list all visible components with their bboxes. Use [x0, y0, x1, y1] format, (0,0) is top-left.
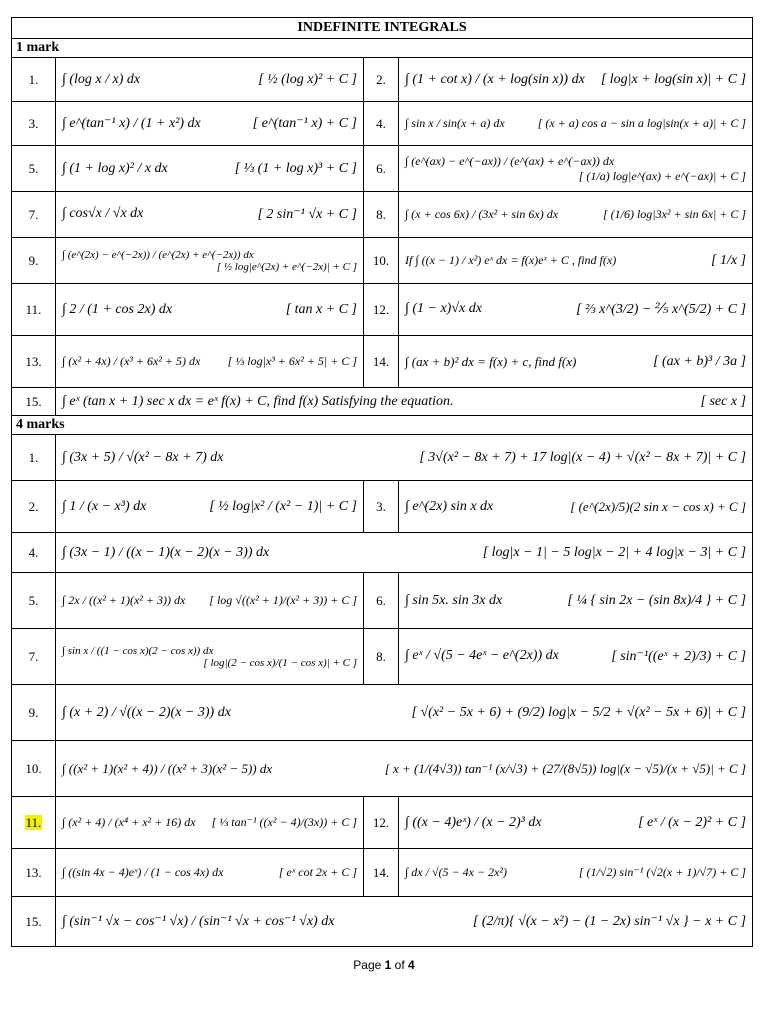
question-number: 5. — [12, 146, 56, 192]
table-row — [12, 146, 753, 192]
question-cell — [56, 435, 753, 481]
question-number: 3. — [364, 481, 399, 533]
answer-expression: [ eˣ cot 2x + C ] — [278, 865, 357, 879]
question-expression: ∫ (e^(2x) − e^(−2x)) / (e^(2x) + e^(−2x)) dx — [62, 248, 254, 261]
answer-expression: [ ⅓ tan⁻¹ ((x² − 4)/(3x)) + C ] — [211, 815, 357, 829]
answer-expression: [ e^(tan⁻¹ x) + C ] — [252, 116, 357, 131]
table-row — [12, 388, 753, 416]
question-cell — [56, 58, 364, 102]
question-expression: ∫ ((sin 4x − 4)eˣ) / (1 − cos 4x) dx — [62, 865, 224, 879]
question-number: 4. — [364, 102, 399, 146]
question-cell — [399, 238, 753, 284]
answer-expression: [ (ax + b)³ / 3a ] — [653, 353, 747, 369]
question-cell — [56, 849, 364, 897]
question-expression: ∫ (sin⁻¹ √x − cos⁻¹ √x) / (sin⁻¹ √x + cos⁻¹ √x) dx — [62, 914, 335, 929]
question-cell — [56, 629, 364, 685]
question-expression: ∫ ((x² + 1)(x² + 4)) / ((x² + 3)(x² − 5)) dx — [62, 760, 273, 776]
answer-expression: [ 3√(x² − 8x + 7) + 17 log|(x − 4) + √(x² − 8x + 7)| + C ] — [419, 449, 747, 465]
question-number: 14. — [364, 336, 399, 388]
question-number: 13. — [12, 849, 56, 897]
question-expression: ∫ (x² + 4) / (x⁴ + x² + 16) dx — [62, 815, 196, 829]
table-row — [12, 284, 753, 336]
answer-expression: [ eˣ / (x − 2)² + C ] — [638, 814, 747, 830]
question-expression: ∫ dx / √(5 − 4x − 2x²) — [405, 865, 507, 879]
question-number: 5. — [12, 573, 56, 629]
question-number: 15. — [12, 388, 56, 416]
answer-expression: [ ⅓ log|x³ + 6x² + 5| + C ] — [227, 354, 357, 368]
page-title: INDEFINITE INTEGRALS — [12, 18, 753, 39]
answer-expression: [ log|x + log(sin x)| + C ] — [600, 71, 747, 87]
highlighted-question-number: 11. — [25, 814, 42, 830]
current-page-number: 1 — [384, 958, 392, 972]
question-expression: ∫ (x + cos 6x) / (3x² + sin 6x) dx — [405, 207, 559, 221]
answer-expression: [ sec x ] — [700, 393, 747, 409]
question-expression: ∫ 1 / (x − x³) dx — [62, 498, 147, 514]
question-expression: ∫ eˣ (tan x + 1) sec x dx = eˣ f(x) + C, find f(x) Satisfying the equation. — [62, 393, 454, 409]
question-number: 2. — [12, 481, 56, 533]
page-label: Page — [353, 958, 382, 972]
question-number: 3. — [12, 102, 56, 146]
question-number: 11. — [12, 284, 56, 336]
question-expression: ∫ sin 5x. sin 3x dx — [405, 592, 503, 608]
question-cell — [56, 741, 753, 797]
question-cell — [56, 336, 364, 388]
question-cell — [56, 238, 364, 284]
answer-expression: [ ½ log|x² / (x² − 1)| + C ] — [209, 498, 357, 514]
question-cell — [56, 146, 364, 192]
question-number: 1. — [12, 435, 56, 481]
question-expression: ∫ (x² + 4x) / (x³ + 6x² + 5) dx — [62, 354, 201, 368]
question-cell — [399, 849, 753, 897]
question-number: 12. — [364, 797, 399, 849]
question-cell — [56, 685, 753, 741]
question-cell — [399, 284, 753, 336]
question-expression: ∫ eˣ / √(5 − 4eˣ − e^(2x)) dx — [405, 648, 559, 663]
question-number: 8. — [364, 192, 399, 238]
question-expression: ∫ (3x + 5) / √(x² − 8x + 7) dx — [62, 449, 224, 465]
question-number: 13. — [12, 336, 56, 388]
question-cell — [56, 388, 753, 416]
question-cell — [399, 797, 753, 849]
question-number: 4. — [12, 533, 56, 573]
question-expression: ∫ (e^(ax) − e^(−ax)) / (e^(ax) + e^(−ax)) dx — [405, 153, 615, 168]
answer-expression: [ (1/√2) sin⁻¹ (√2(x + 1)/√7) + C ] — [578, 865, 747, 879]
question-number: 10. — [364, 238, 399, 284]
integrals-table — [11, 17, 753, 947]
question-cell — [56, 102, 364, 146]
question-number: 12. — [364, 284, 399, 336]
table-row — [12, 336, 753, 388]
question-cell — [56, 897, 753, 947]
question-expression: ∫ sin x / ((1 − cos x)(2 − cos x)) dx — [62, 644, 214, 657]
question-number: 14. — [364, 849, 399, 897]
answer-expression: [ ⅓ (1 + log x)³ + C ] — [234, 160, 357, 176]
table-row — [12, 238, 753, 284]
answer-expression: [ (1/6) log|3x² + sin 6x| + C ] — [602, 207, 747, 221]
question-number: 9. — [12, 685, 56, 741]
answer-expression: [ ½ (log x)² + C ] — [258, 71, 357, 87]
table-row — [12, 573, 753, 629]
question-cell — [399, 336, 753, 388]
question-cell — [399, 192, 753, 238]
question-cell — [399, 146, 753, 192]
of-label: of — [394, 958, 405, 972]
answer-expression: [ log|x − 1| − 5 log|x − 2| + 4 log|x − 3| + C ] — [482, 544, 747, 560]
question-expression: ∫ cos√x / √x dx — [62, 206, 144, 221]
question-number: 6. — [364, 573, 399, 629]
question-number: 1. — [12, 58, 56, 102]
question-cell — [399, 629, 753, 685]
answer-expression: [ sin⁻¹((eˣ + 2)/3) + C ] — [611, 649, 747, 664]
question-cell — [56, 481, 364, 533]
question-number: 8. — [364, 629, 399, 685]
question-expression: ∫ sin x / sin(x + a) dx — [405, 116, 505, 130]
question-expression: ∫ (1 + log x)² / x dx — [62, 160, 168, 176]
section-heading-1-mark: 1 mark — [12, 39, 753, 58]
question-number: 10. — [12, 741, 56, 797]
answer-expression: [ 2 sin⁻¹ √x + C ] — [257, 207, 357, 222]
table-row — [12, 741, 753, 797]
answer-expression: [ ⅔ x^(3/2) − ⅖ x^(5/2) + C ] — [576, 302, 747, 317]
question-expression: ∫ ((x − 4)eˣ) / (x − 2)³ dx — [405, 814, 542, 830]
question-number: 9. — [12, 238, 56, 284]
answer-expression: [ log √((x² + 1)/(x² + 3)) + C ] — [209, 593, 357, 607]
question-number: 7. — [12, 192, 56, 238]
question-expression: ∫ (1 − x)√x dx — [405, 301, 482, 316]
question-expression: ∫ (log x / x) dx — [62, 71, 141, 87]
answer-expression: [ log|(2 − cos x)/(1 − cos x)| + C ] — [203, 656, 357, 669]
table-row — [12, 435, 753, 481]
answer-expression: [ (1/a) log|e^(ax) + e^(−ax)| + C ] — [578, 168, 747, 183]
table-row — [12, 797, 753, 849]
question-cell — [56, 284, 364, 336]
answer-expression: [ ½ log|e^(2x) + e^(−2x)| + C ] — [216, 260, 357, 273]
table-row — [12, 102, 753, 146]
question-expression: ∫ 2 / (1 + cos 2x) dx — [62, 301, 173, 317]
question-number: 15. — [12, 897, 56, 947]
question-cell — [399, 102, 753, 146]
question-number: 7. — [12, 629, 56, 685]
question-cell — [399, 58, 753, 102]
table-row — [12, 58, 753, 102]
page-footer — [0, 958, 768, 972]
question-cell — [56, 192, 364, 238]
table-row — [12, 192, 753, 238]
question-expression: ∫ 2x / ((x² + 1)(x² + 3)) dx — [62, 593, 186, 607]
question-cell — [399, 573, 753, 629]
total-pages-number: 4 — [408, 958, 415, 972]
section-heading-4-marks: 4 marks — [12, 416, 753, 435]
question-cell — [56, 797, 364, 849]
table-row — [12, 897, 753, 947]
answer-expression: [ 1/x ] — [711, 252, 747, 268]
table-row — [12, 849, 753, 897]
question-expression: ∫ (1 + cot x) / (x + log(sin x)) dx — [405, 71, 585, 87]
question-number: 6. — [364, 146, 399, 192]
question-number: 2. — [364, 58, 399, 102]
question-cell — [399, 481, 753, 533]
answer-expression: [ (x + a) cos a − sin a log|sin(x + a)| + C ] — [537, 116, 747, 130]
answer-expression: [ tan x + C ] — [285, 301, 357, 317]
table-row — [12, 629, 753, 685]
table-row — [12, 481, 753, 533]
answer-expression: [ ¼ { sin 2x − (sin 8x)/4 } + C ] — [567, 592, 747, 608]
question-expression: If ∫ ((x − 1) / x²) eˣ dx = f(x)eˣ + C , find f(x) — [405, 252, 617, 267]
question-expression: ∫ e^(2x) sin x dx — [405, 498, 494, 514]
question-expression: ∫ (x + 2) / √((x − 2)(x − 3)) dx — [62, 704, 231, 720]
answer-expression: [ x + (1/(4√3)) tan⁻¹ (x/√3) + (27/(8√5)) log|(x − √5)/(x + √5)| + C ] — [384, 760, 747, 776]
question-cell — [56, 573, 364, 629]
question-cell — [56, 533, 753, 573]
question-expression: ∫ (ax + b)² dx = f(x) + c, find f(x) — [405, 353, 577, 369]
question-expression: ∫ (3x − 1) / ((x − 1)(x − 2)(x − 3)) dx — [62, 544, 270, 560]
answer-expression: [ (2/π){ √(x − x²) − (1 − 2x) sin⁻¹ √x } − x + C ] — [472, 914, 747, 929]
answer-expression: [ (e^(2x)/5)(2 sin x − cos x) + C ] — [570, 498, 747, 514]
table-row — [12, 685, 753, 741]
question-number — [12, 797, 56, 849]
table-row — [12, 533, 753, 573]
question-expression: ∫ e^(tan⁻¹ x) / (1 + x²) dx — [62, 116, 201, 131]
answer-expression: [ √(x² − 5x + 6) + (9/2) log|x − 5/2 + √(x² − 5x + 6)| + C ] — [411, 704, 747, 720]
